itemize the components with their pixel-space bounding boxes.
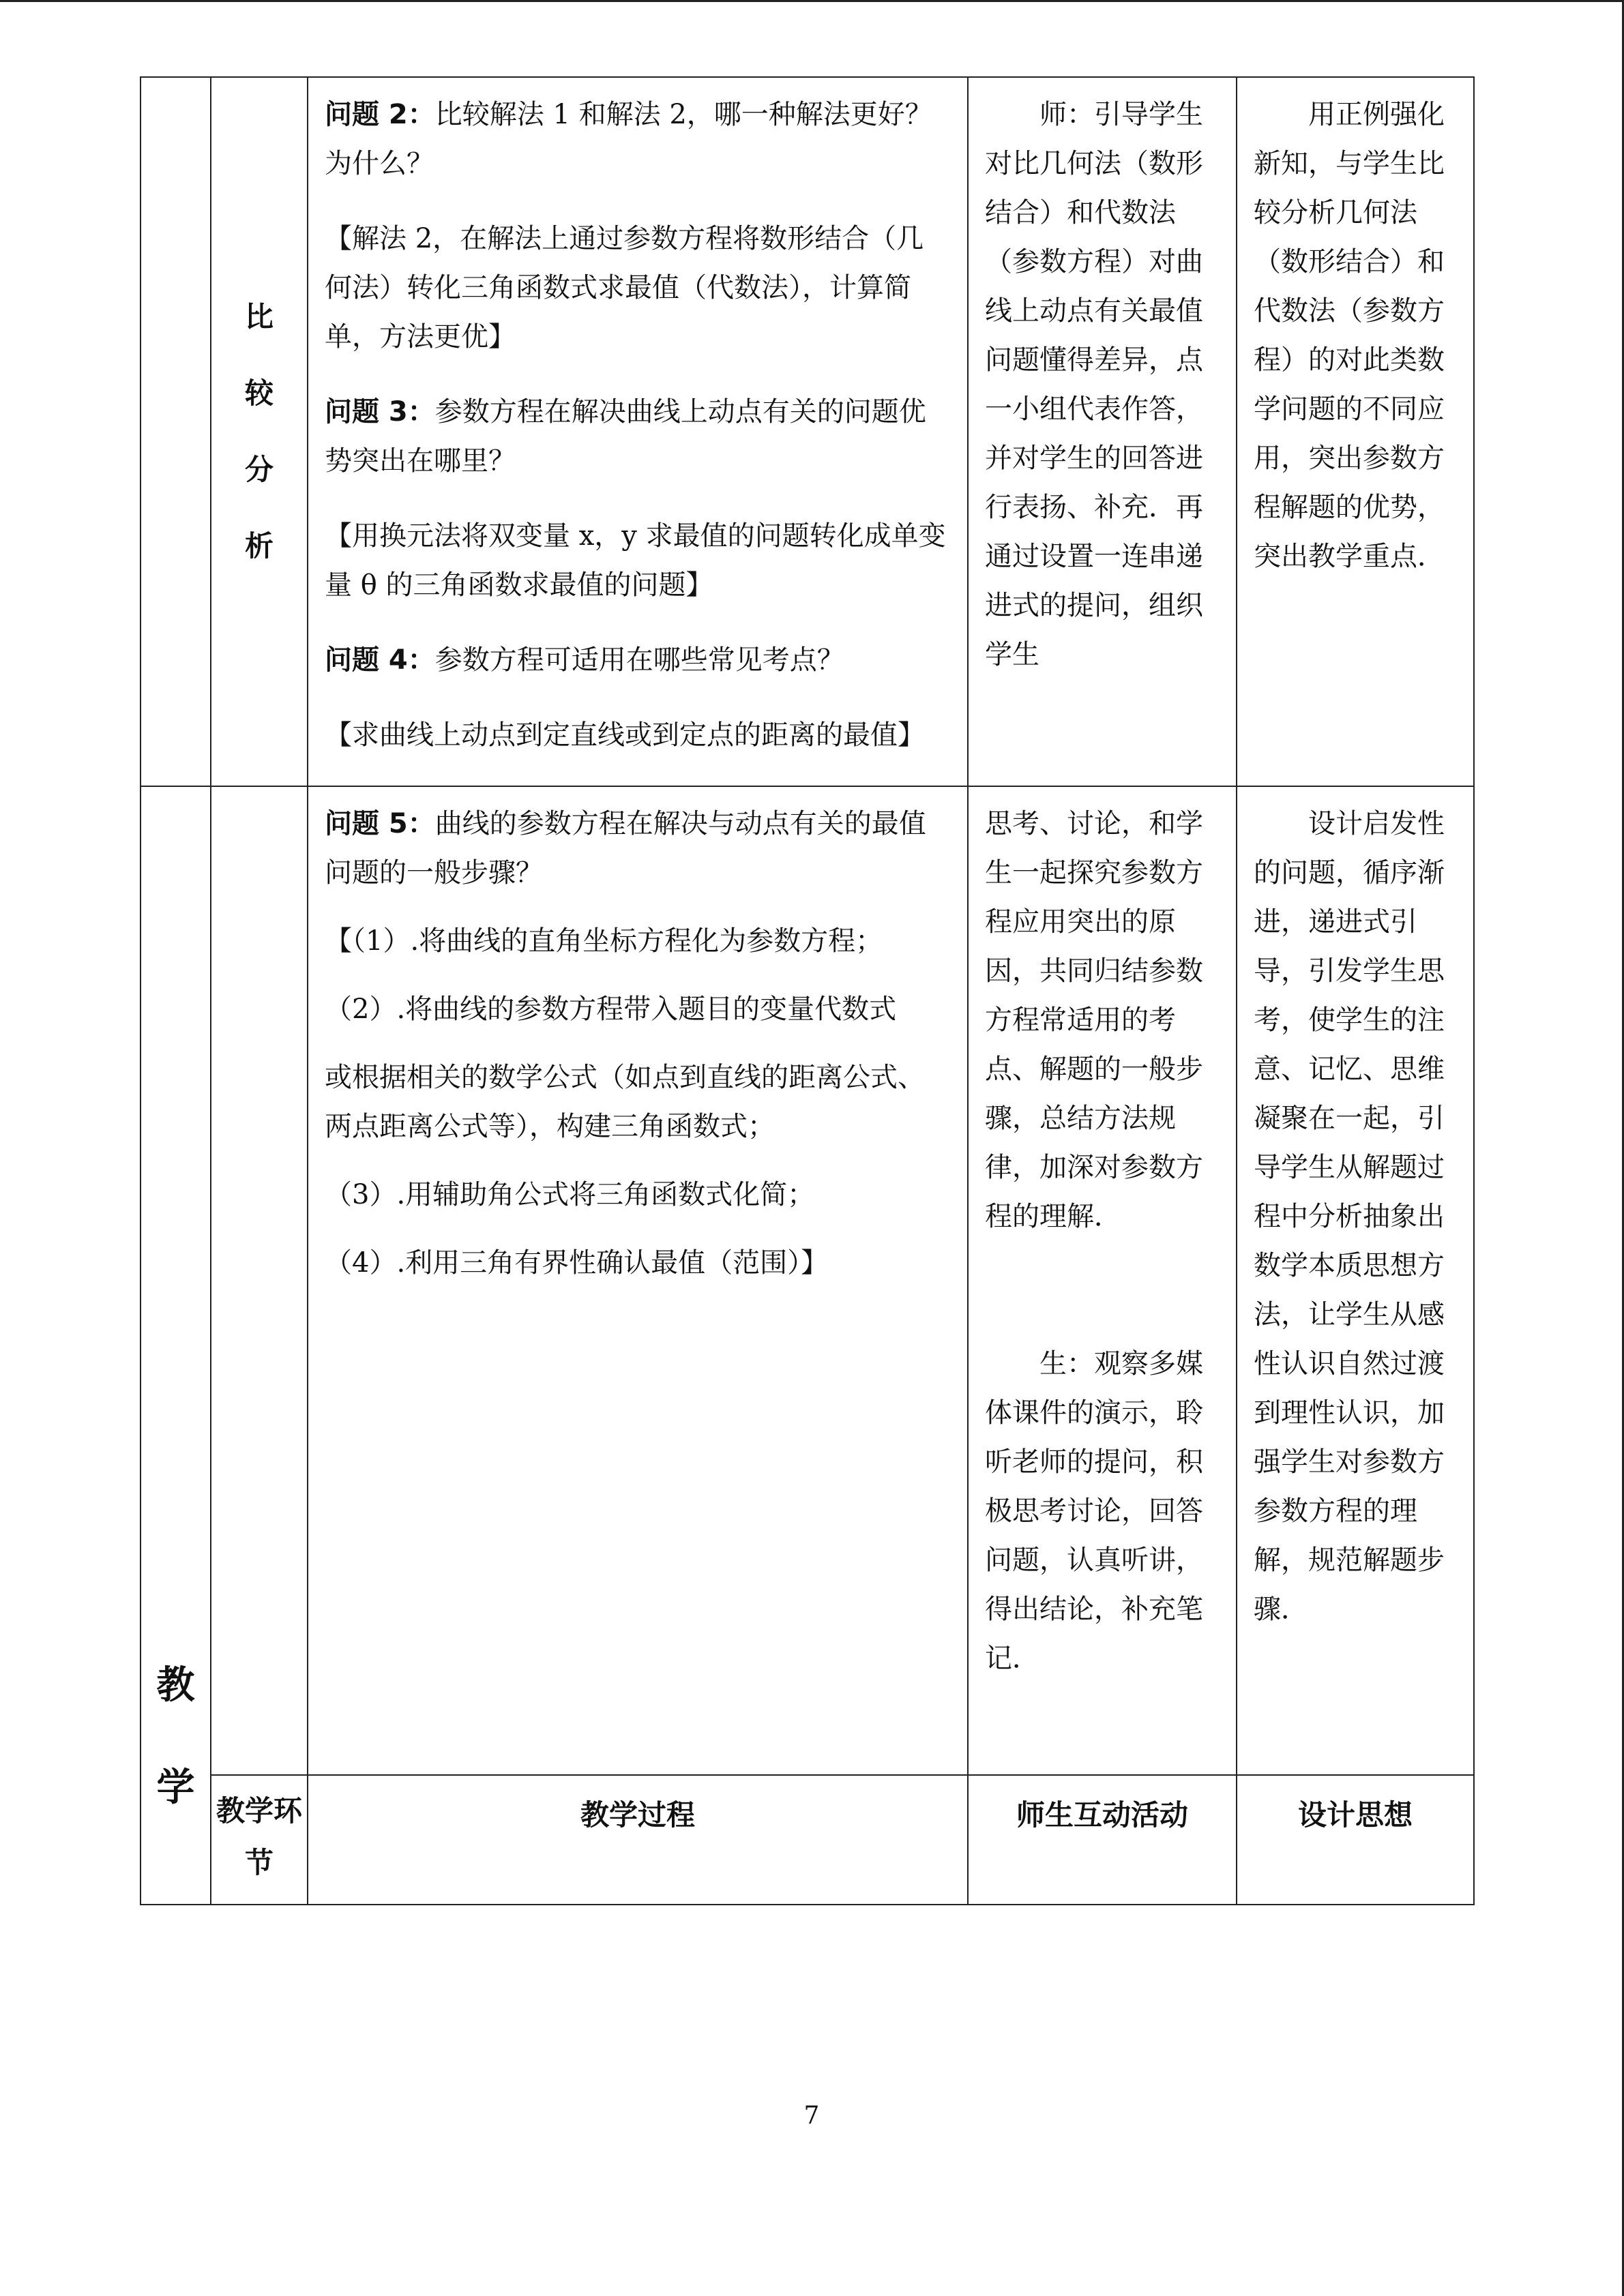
step-1: 【（1）.将曲线的直角坐标方程化为参数方程；: [325, 925, 883, 957]
question-4-label: 问题 4：: [325, 644, 435, 676]
section-char: 学: [156, 1765, 195, 1810]
header-interaction: 师生互动活动: [968, 1775, 1237, 1905]
stage-char: 比: [244, 300, 274, 333]
question-3-label: 问题 3：: [325, 396, 435, 428]
design-cell-comparison: [1237, 77, 1474, 786]
step-2: （2）.将曲线的参数方程带入题目的变量代数式: [325, 994, 897, 1025]
design-text: 用正例强化新知，与学生比较分析几何法（数形结合）和代数法（参数方程）的对此类数学问题的不同应用，突出参数方程解题的优势，突出教学重点．: [1254, 99, 1445, 572]
header-stage: 教学环节: [211, 1775, 308, 1905]
question-3: [325, 387, 951, 486]
question-4: [325, 636, 951, 685]
table-header-row: [141, 1775, 1474, 1905]
question-5-text: 曲线的参数方程在解决与动点有关的最值问题的一般步骤？: [325, 808, 926, 889]
process-cell-comparison: [308, 77, 968, 786]
question-5: [325, 799, 951, 897]
lesson-plan-table: [140, 76, 1475, 1905]
design-cell-steps: [1237, 786, 1474, 1775]
answer-2: 【解法 2，在解法上通过参数方程将数形结合（几何法）转化三角函数式求最值（代数法），计算简单，方法更优】: [325, 223, 924, 353]
table-row-comparison: [141, 77, 1474, 786]
question-2: [325, 90, 951, 188]
stage-cell-empty: [211, 786, 308, 1775]
answer-4: 【求曲线上动点到定直线或到定点的距离的最值】: [325, 719, 925, 751]
interaction-cell-steps: [968, 786, 1237, 1775]
interaction-cell-comparison: [968, 77, 1237, 786]
section-cell-teaching: [141, 786, 211, 1905]
interaction-text-2: 生：观察多媒体课件的演示，聆听老师的提问，积极思考讨论，回答问题，认真听讲，得出结论，补充笔记．: [985, 1348, 1203, 1674]
question-2-label: 问题 2：: [325, 99, 435, 130]
stage-char: 分: [244, 453, 274, 486]
design-text: 设计启发性的问题，循序渐进，递进式引导，引发学生思考，使学生的注意、记忆、思维凝聚在一起，引导学生从解题过程中分析抽象出数学本质思想方法，让学生从感性认识自然过渡到理性认识，加强学生对参数方参数方程的理解，规范解题步骤．: [1254, 808, 1445, 1625]
question-2-text: 比较解法 1 和解法 2，哪一种解法更好？为什么？: [325, 99, 932, 179]
question-3-text: 参数方程在解决曲线上动点有关的问题优势突出在哪里？: [325, 396, 926, 477]
interaction-text-1: 思考、讨论，和学生一起探究参数方程应用突出的原因，共同归结参数方程常适用的考点、解题的一般步骤，总结方法规律，加深对参数方程的理解．: [985, 808, 1203, 1232]
table-row-steps: [141, 786, 1474, 1775]
stage-char: 较: [244, 376, 274, 410]
stage-cell-comparison: [211, 77, 308, 786]
interaction-text: 师：引导学生对比几何法（数形结合）和代数法（参数方程）对曲线上动点有关最值问题懂得差异，点一小组代表作答，并对学生的回答进行表扬、补充．再通过设置一连串递进式的提问，组织学生: [985, 99, 1203, 670]
header-process: 教学过程: [308, 1775, 968, 1905]
section-cell-empty: [141, 77, 211, 786]
question-5-label: 问题 5：: [325, 808, 435, 839]
page-number: 7: [803, 2102, 820, 2130]
stage-char: 析: [244, 529, 274, 563]
step-2-continued: 或根据相关的数学公式（如点到直线的距离公式、两点距离公式等），构建三角函数式；: [325, 1062, 925, 1142]
header-design: 设计思想: [1237, 1775, 1474, 1905]
question-4-text: 参数方程可适用在哪些常见考点？: [434, 644, 844, 676]
answer-3: 【用换元法将双变量 x，y 求最值的问题转化成单变量 θ 的三角函数求最值的问题】: [325, 520, 946, 601]
process-cell-steps: [308, 786, 968, 1775]
section-char: 教: [156, 1663, 195, 1708]
step-4: （4）.利用三角有界性确认最值（范围）】: [325, 1247, 829, 1279]
step-3: （3）.用辅助角公式将三角函数式化简；: [325, 1179, 815, 1210]
page-top-border: [0, 0, 1624, 2]
